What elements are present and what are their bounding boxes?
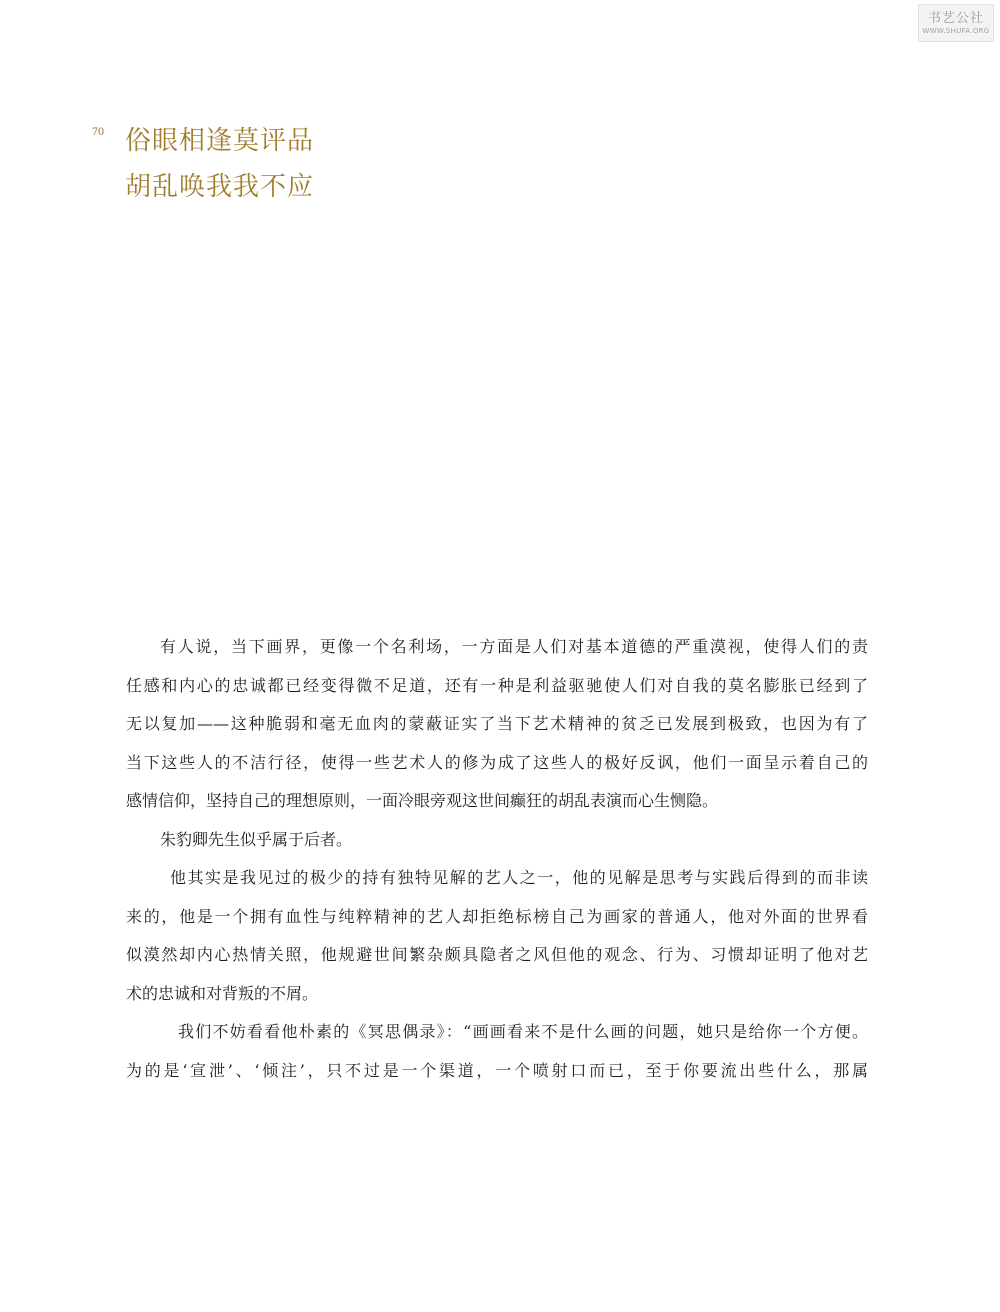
text-line: 他其实是我见过的极少的持有独特见解的艺人之一，他的见解是思考与实践后得到的而非读 [170,868,868,887]
text-line: 我们不妨看看他朴素的《冥思偶录》：“画画看来不是什么画的问题，她只是给你一个方便。 [178,1022,868,1041]
text-line: 为的是‘宣泄’、‘倾注’，只不过是一个渠道，一个喷射口而已，至于你要流出些什么，那属 [126,1060,868,1080]
text-line: 来的，他是一个拥有血性与纯粹精神的艺人却拒绝标榜自己为画家的普通人，他对外面的世界看 [126,906,868,926]
body-text [126,628,868,1090]
text-line: 术的忠诚和对背叛的不屑。 [126,983,319,1003]
page-number: 70 [92,124,104,138]
text-line: 任感和内心的忠诚都已经变得微不足道，还有一种是利益驱驰使人们对自我的莫名膨胀已经到了 [126,675,868,695]
text-line: 朱豹卿先生似乎属于后者。 [160,829,353,849]
text-line: 有人说，当下画界，更像一个名利场，一方面是人们对基本道德的严重漠视，使得人们的责 [160,637,868,656]
title-line-1: 俗眼相逢莫评品 [125,126,315,156]
title-line-2: 胡乱唤我我不应 [125,172,315,202]
text-line: 似漠然却内心热情关照，他规避世间繁杂颇具隐者之风但他的观念、行为、习惯却证明了他对艺 [126,945,868,964]
watermark-site: WWW.SHUFA.ORG [922,26,990,35]
text-line: 感情信仰，坚持自己的理想原则，一面冷眼旁观这世间癫狂的胡乱表演而心生恻隐。 [126,791,719,810]
page-title [125,118,314,210]
text-line: 无以复加——这种脆弱和毫无血肉的蒙蔽证实了当下艺术精神的贫乏已发展到极致，也因为有了 [126,714,868,733]
watermark-name: 书艺公社 [927,10,984,26]
watermark-logo [918,4,994,42]
text-line: 当下这些人的不洁行径，使得一些艺术人的修为成了这些人的极好反讽，他们一面呈示着自己的 [126,752,868,772]
